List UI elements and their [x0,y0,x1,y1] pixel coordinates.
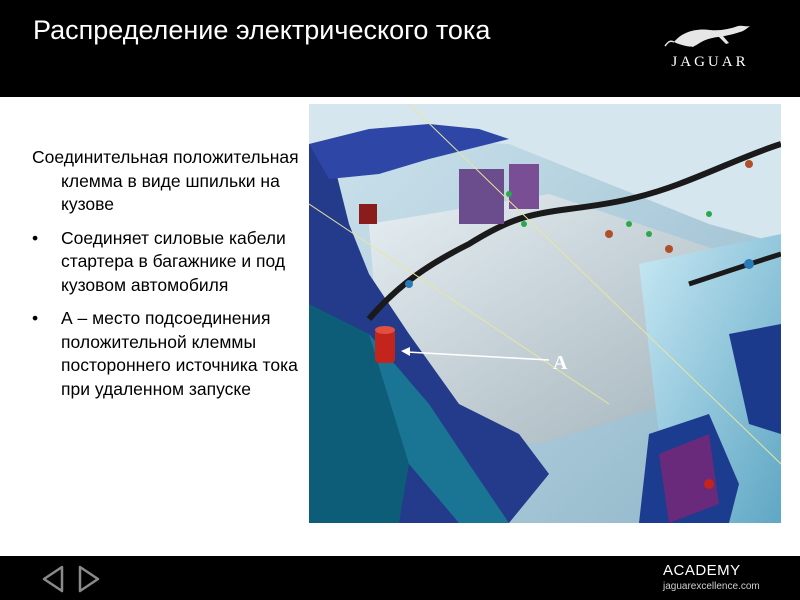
bullet-item [32,307,300,401]
triangle-right-icon [76,565,102,593]
previous-slide-button[interactable] [40,565,66,593]
bullet-marker: • [32,227,39,248]
bullet-item [32,227,300,298]
academy-url[interactable]: jaguarexcellence.com [663,581,760,592]
header-bar [0,0,800,97]
next-slide-button[interactable] [76,565,102,593]
bullet-text: Соединяет силовые кабели стартера в багажнике и под кузовом автомобиля [61,227,286,295]
trunk-cad-image [309,104,781,523]
academy-label: ACADEMY [663,562,741,579]
bullet-marker: • [32,308,39,328]
jaguar-logo [660,20,770,76]
intro-text: Соединительная положительная клемма в виде шпильки на кузове [32,147,299,214]
slide-body [32,146,300,411]
triangle-left-icon [40,565,66,593]
trunk-illustration [309,104,781,523]
jaguar-leaper-icon [660,20,760,52]
brand-wordmark: JAGUAR [671,54,749,70]
callout-label: A [553,352,568,374]
footer-bar [0,556,800,600]
slide-title: Распределение электрического тока [33,15,491,45]
bullet-text: А – место подсоединения положительной клеммы постороннего источника тока при удаленном запуске [61,308,298,399]
